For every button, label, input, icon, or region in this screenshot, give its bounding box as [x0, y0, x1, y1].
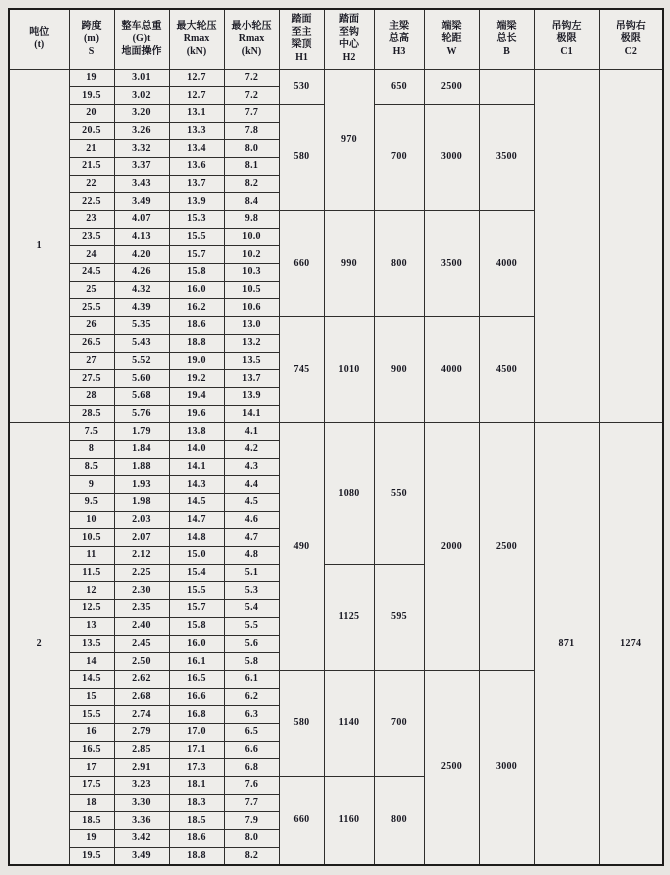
min-wheel-load-cell: 6.2 — [224, 688, 279, 706]
min-wheel-load-cell: 4.7 — [224, 529, 279, 547]
endbeam-length-group-cell — [479, 69, 534, 104]
total-weight-cell: 2.68 — [114, 688, 169, 706]
max-wheel-load-cell: 19.4 — [169, 387, 224, 405]
total-weight-cell: 3.30 — [114, 794, 169, 812]
span-cell: 9 — [69, 476, 114, 494]
table-row — [9, 69, 663, 87]
span-cell: 19 — [69, 830, 114, 848]
total-weight-cell: 2.62 — [114, 670, 169, 688]
h2-group-cell: 970 — [324, 69, 374, 211]
max-wheel-load-cell: 15.3 — [169, 211, 224, 229]
max-wheel-load-cell: 18.8 — [169, 334, 224, 352]
total-weight-cell: 2.35 — [114, 600, 169, 618]
total-weight-cell: 2.30 — [114, 582, 169, 600]
total-weight-cell: 2.03 — [114, 511, 169, 529]
min-wheel-load-cell: 5.5 — [224, 617, 279, 635]
min-wheel-load-cell: 7.6 — [224, 777, 279, 795]
min-wheel-load-cell: 5.4 — [224, 600, 279, 618]
span-cell: 15 — [69, 688, 114, 706]
span-cell: 27 — [69, 352, 114, 370]
max-wheel-load-cell: 14.3 — [169, 476, 224, 494]
span-cell: 23.5 — [69, 228, 114, 246]
min-wheel-load-cell: 4.2 — [224, 440, 279, 458]
min-wheel-load-cell: 4.5 — [224, 494, 279, 512]
wheelbase-group-cell: 2500 — [424, 69, 479, 104]
span-cell: 10.5 — [69, 529, 114, 547]
max-wheel-load-cell: 19.0 — [169, 352, 224, 370]
span-cell: 26.5 — [69, 334, 114, 352]
col-header-h1: 踏面 至主 梁顶 H1 — [279, 9, 324, 69]
col-header-min_wheel_load: 最小轮压 Rmax (kN) — [224, 9, 279, 69]
total-weight-cell: 1.84 — [114, 440, 169, 458]
hook-right-limit-cell — [599, 69, 663, 423]
span-cell: 24 — [69, 246, 114, 264]
min-wheel-load-cell: 10.6 — [224, 299, 279, 317]
h3-group-cell: 700 — [374, 670, 424, 776]
max-wheel-load-cell: 18.5 — [169, 812, 224, 830]
total-weight-cell: 4.26 — [114, 264, 169, 282]
tonnage-cell: 1 — [9, 69, 69, 423]
span-cell: 21 — [69, 140, 114, 158]
min-wheel-load-cell: 10.0 — [224, 228, 279, 246]
total-weight-cell: 3.37 — [114, 157, 169, 175]
max-wheel-load-cell: 18.8 — [169, 847, 224, 865]
col-header-h2: 踏面 至钩 中心 H2 — [324, 9, 374, 69]
min-wheel-load-cell: 4.6 — [224, 511, 279, 529]
hook-left-limit-cell: 871 — [534, 423, 599, 865]
min-wheel-load-cell: 5.8 — [224, 653, 279, 671]
min-wheel-load-cell: 6.5 — [224, 723, 279, 741]
crane-spec-table — [8, 8, 664, 866]
max-wheel-load-cell: 14.0 — [169, 440, 224, 458]
total-weight-cell: 5.52 — [114, 352, 169, 370]
span-cell: 23 — [69, 211, 114, 229]
endbeam-length-group-cell: 4000 — [479, 211, 534, 317]
span-cell: 16 — [69, 723, 114, 741]
min-wheel-load-cell: 7.2 — [224, 69, 279, 87]
total-weight-cell: 2.74 — [114, 706, 169, 724]
total-weight-cell: 2.07 — [114, 529, 169, 547]
max-wheel-load-cell: 16.8 — [169, 706, 224, 724]
h1-group-cell: 580 — [279, 670, 324, 776]
total-weight-cell: 3.49 — [114, 847, 169, 865]
total-weight-cell: 3.23 — [114, 777, 169, 795]
span-cell: 16.5 — [69, 741, 114, 759]
total-weight-cell: 2.85 — [114, 741, 169, 759]
min-wheel-load-cell: 13.0 — [224, 317, 279, 335]
max-wheel-load-cell: 14.7 — [169, 511, 224, 529]
min-wheel-load-cell: 10.2 — [224, 246, 279, 264]
h2-group-cell: 990 — [324, 211, 374, 317]
span-cell: 13 — [69, 617, 114, 635]
span-cell: 26 — [69, 317, 114, 335]
endbeam-length-group-cell: 3500 — [479, 104, 534, 210]
min-wheel-load-cell: 8.0 — [224, 140, 279, 158]
min-wheel-load-cell: 8.1 — [224, 157, 279, 175]
min-wheel-load-cell: 14.1 — [224, 405, 279, 423]
span-cell: 11.5 — [69, 564, 114, 582]
min-wheel-load-cell: 8.0 — [224, 830, 279, 848]
total-weight-cell: 1.93 — [114, 476, 169, 494]
span-cell: 22.5 — [69, 193, 114, 211]
total-weight-cell: 3.20 — [114, 104, 169, 122]
max-wheel-load-cell: 13.4 — [169, 140, 224, 158]
max-wheel-load-cell: 15.4 — [169, 564, 224, 582]
span-cell: 17 — [69, 759, 114, 777]
h3-group-cell: 900 — [374, 317, 424, 423]
total-weight-cell: 3.36 — [114, 812, 169, 830]
span-cell: 18.5 — [69, 812, 114, 830]
min-wheel-load-cell: 13.2 — [224, 334, 279, 352]
wheelbase-group-cell: 2000 — [424, 423, 479, 671]
total-weight-cell: 3.02 — [114, 87, 169, 105]
span-cell: 15.5 — [69, 706, 114, 724]
max-wheel-load-cell: 13.1 — [169, 104, 224, 122]
span-cell: 13.5 — [69, 635, 114, 653]
span-cell: 19.5 — [69, 847, 114, 865]
col-header-b: 端梁 总长 B — [479, 9, 534, 69]
col-header-max_wheel_load: 最大轮压 Rmax (kN) — [169, 9, 224, 69]
max-wheel-load-cell: 18.3 — [169, 794, 224, 812]
total-weight-cell: 5.43 — [114, 334, 169, 352]
max-wheel-load-cell: 18.1 — [169, 777, 224, 795]
max-wheel-load-cell: 13.6 — [169, 157, 224, 175]
total-weight-cell: 2.50 — [114, 653, 169, 671]
span-cell: 20 — [69, 104, 114, 122]
min-wheel-load-cell: 6.8 — [224, 759, 279, 777]
span-cell: 8.5 — [69, 458, 114, 476]
h2-group-cell: 1160 — [324, 777, 374, 865]
min-wheel-load-cell: 10.3 — [224, 264, 279, 282]
max-wheel-load-cell: 17.1 — [169, 741, 224, 759]
max-wheel-load-cell: 18.6 — [169, 830, 224, 848]
span-cell: 14 — [69, 653, 114, 671]
min-wheel-load-cell: 4.4 — [224, 476, 279, 494]
min-wheel-load-cell: 13.7 — [224, 370, 279, 388]
span-cell: 17.5 — [69, 777, 114, 795]
h3-group-cell: 595 — [374, 564, 424, 670]
table-body — [9, 69, 663, 865]
h3-group-cell: 550 — [374, 423, 424, 565]
total-weight-cell: 1.98 — [114, 494, 169, 512]
h2-group-cell: 1125 — [324, 564, 374, 670]
span-cell: 10 — [69, 511, 114, 529]
max-wheel-load-cell: 13.7 — [169, 175, 224, 193]
hook-left-limit-cell — [534, 69, 599, 423]
h2-group-cell: 1010 — [324, 317, 374, 423]
min-wheel-load-cell: 10.5 — [224, 281, 279, 299]
wheelbase-group-cell: 3000 — [424, 104, 479, 210]
h3-group-cell: 800 — [374, 777, 424, 865]
max-wheel-load-cell: 16.0 — [169, 281, 224, 299]
min-wheel-load-cell: 5.1 — [224, 564, 279, 582]
span-cell: 28 — [69, 387, 114, 405]
span-cell: 24.5 — [69, 264, 114, 282]
min-wheel-load-cell: 13.9 — [224, 387, 279, 405]
total-weight-cell: 2.12 — [114, 547, 169, 565]
min-wheel-load-cell: 4.1 — [224, 423, 279, 441]
total-weight-cell: 2.79 — [114, 723, 169, 741]
total-weight-cell: 5.35 — [114, 317, 169, 335]
col-header-c1: 吊钩左 极限 C1 — [534, 9, 599, 69]
span-cell: 20.5 — [69, 122, 114, 140]
endbeam-length-group-cell: 3000 — [479, 670, 534, 865]
h1-group-cell: 580 — [279, 104, 324, 210]
max-wheel-load-cell: 19.2 — [169, 370, 224, 388]
max-wheel-load-cell: 15.7 — [169, 246, 224, 264]
span-cell: 25.5 — [69, 299, 114, 317]
wheelbase-group-cell: 4000 — [424, 317, 479, 423]
total-weight-cell: 2.25 — [114, 564, 169, 582]
max-wheel-load-cell: 12.7 — [169, 87, 224, 105]
h3-group-cell: 800 — [374, 211, 424, 317]
max-wheel-load-cell: 13.8 — [169, 423, 224, 441]
max-wheel-load-cell: 15.0 — [169, 547, 224, 565]
max-wheel-load-cell: 15.8 — [169, 264, 224, 282]
hook-right-limit-cell: 1274 — [599, 423, 663, 865]
span-cell: 19 — [69, 69, 114, 87]
total-weight-cell: 3.42 — [114, 830, 169, 848]
max-wheel-load-cell: 16.1 — [169, 653, 224, 671]
h1-group-cell: 490 — [279, 423, 324, 671]
min-wheel-load-cell: 7.9 — [224, 812, 279, 830]
max-wheel-load-cell: 15.8 — [169, 617, 224, 635]
total-weight-cell: 4.13 — [114, 228, 169, 246]
table-header — [9, 9, 663, 69]
total-weight-cell: 5.60 — [114, 370, 169, 388]
total-weight-cell: 3.01 — [114, 69, 169, 87]
col-header-total_weight: 整车总重 (G)t 地面操作 — [114, 9, 169, 69]
h1-group-cell: 660 — [279, 211, 324, 317]
max-wheel-load-cell: 15.7 — [169, 600, 224, 618]
min-wheel-load-cell: 8.2 — [224, 175, 279, 193]
max-wheel-load-cell: 18.6 — [169, 317, 224, 335]
total-weight-cell: 1.79 — [114, 423, 169, 441]
max-wheel-load-cell: 13.9 — [169, 193, 224, 211]
min-wheel-load-cell: 6.1 — [224, 670, 279, 688]
max-wheel-load-cell: 15.5 — [169, 582, 224, 600]
h3-group-cell: 650 — [374, 69, 424, 104]
span-cell: 12 — [69, 582, 114, 600]
span-cell: 7.5 — [69, 423, 114, 441]
max-wheel-load-cell: 16.0 — [169, 635, 224, 653]
h2-group-cell: 1140 — [324, 670, 374, 776]
h1-group-cell: 745 — [279, 317, 324, 423]
span-cell: 8 — [69, 440, 114, 458]
max-wheel-load-cell: 19.6 — [169, 405, 224, 423]
min-wheel-load-cell: 4.3 — [224, 458, 279, 476]
total-weight-cell: 2.45 — [114, 635, 169, 653]
table-row — [9, 423, 663, 441]
span-cell: 19.5 — [69, 87, 114, 105]
max-wheel-load-cell: 13.3 — [169, 122, 224, 140]
total-weight-cell: 5.76 — [114, 405, 169, 423]
total-weight-cell: 3.43 — [114, 175, 169, 193]
max-wheel-load-cell: 17.3 — [169, 759, 224, 777]
total-weight-cell: 1.88 — [114, 458, 169, 476]
max-wheel-load-cell: 14.5 — [169, 494, 224, 512]
min-wheel-load-cell: 5.3 — [224, 582, 279, 600]
max-wheel-load-cell: 16.5 — [169, 670, 224, 688]
total-weight-cell: 3.32 — [114, 140, 169, 158]
min-wheel-load-cell: 6.6 — [224, 741, 279, 759]
total-weight-cell: 2.91 — [114, 759, 169, 777]
tonnage-cell: 2 — [9, 423, 69, 865]
total-weight-cell: 3.26 — [114, 122, 169, 140]
max-wheel-load-cell: 16.2 — [169, 299, 224, 317]
h2-group-cell: 1080 — [324, 423, 374, 565]
min-wheel-load-cell: 7.8 — [224, 122, 279, 140]
total-weight-cell: 4.39 — [114, 299, 169, 317]
col-header-span: 跨度 (m) S — [69, 9, 114, 69]
total-weight-cell: 3.49 — [114, 193, 169, 211]
min-wheel-load-cell: 6.3 — [224, 706, 279, 724]
span-cell: 21.5 — [69, 157, 114, 175]
span-cell: 11 — [69, 547, 114, 565]
min-wheel-load-cell: 7.7 — [224, 104, 279, 122]
span-cell: 28.5 — [69, 405, 114, 423]
endbeam-length-group-cell: 2500 — [479, 423, 534, 671]
min-wheel-load-cell: 4.8 — [224, 547, 279, 565]
max-wheel-load-cell: 14.1 — [169, 458, 224, 476]
min-wheel-load-cell: 13.5 — [224, 352, 279, 370]
total-weight-cell: 4.20 — [114, 246, 169, 264]
max-wheel-load-cell: 17.0 — [169, 723, 224, 741]
span-cell: 18 — [69, 794, 114, 812]
min-wheel-load-cell: 5.6 — [224, 635, 279, 653]
max-wheel-load-cell: 14.8 — [169, 529, 224, 547]
max-wheel-load-cell: 16.6 — [169, 688, 224, 706]
span-cell: 14.5 — [69, 670, 114, 688]
max-wheel-load-cell: 12.7 — [169, 69, 224, 87]
min-wheel-load-cell: 7.2 — [224, 87, 279, 105]
h3-group-cell: 700 — [374, 104, 424, 210]
wheelbase-group-cell: 2500 — [424, 670, 479, 865]
col-header-h3: 主梁 总高 H3 — [374, 9, 424, 69]
span-cell: 12.5 — [69, 600, 114, 618]
span-cell: 22 — [69, 175, 114, 193]
col-header-c2: 吊钩右 极限 C2 — [599, 9, 663, 69]
min-wheel-load-cell: 7.7 — [224, 794, 279, 812]
min-wheel-load-cell: 8.2 — [224, 847, 279, 865]
span-cell: 27.5 — [69, 370, 114, 388]
span-cell: 9.5 — [69, 494, 114, 512]
h1-group-cell: 530 — [279, 69, 324, 104]
span-cell: 25 — [69, 281, 114, 299]
wheelbase-group-cell: 3500 — [424, 211, 479, 317]
endbeam-length-group-cell: 4500 — [479, 317, 534, 423]
min-wheel-load-cell: 8.4 — [224, 193, 279, 211]
col-header-w: 端梁 轮距 W — [424, 9, 479, 69]
total-weight-cell: 5.68 — [114, 387, 169, 405]
h1-group-cell: 660 — [279, 777, 324, 865]
max-wheel-load-cell: 15.5 — [169, 228, 224, 246]
min-wheel-load-cell: 9.8 — [224, 211, 279, 229]
total-weight-cell: 2.40 — [114, 617, 169, 635]
total-weight-cell: 4.32 — [114, 281, 169, 299]
col-header-tonnage: 吨位 (t) — [9, 9, 69, 69]
total-weight-cell: 4.07 — [114, 211, 169, 229]
